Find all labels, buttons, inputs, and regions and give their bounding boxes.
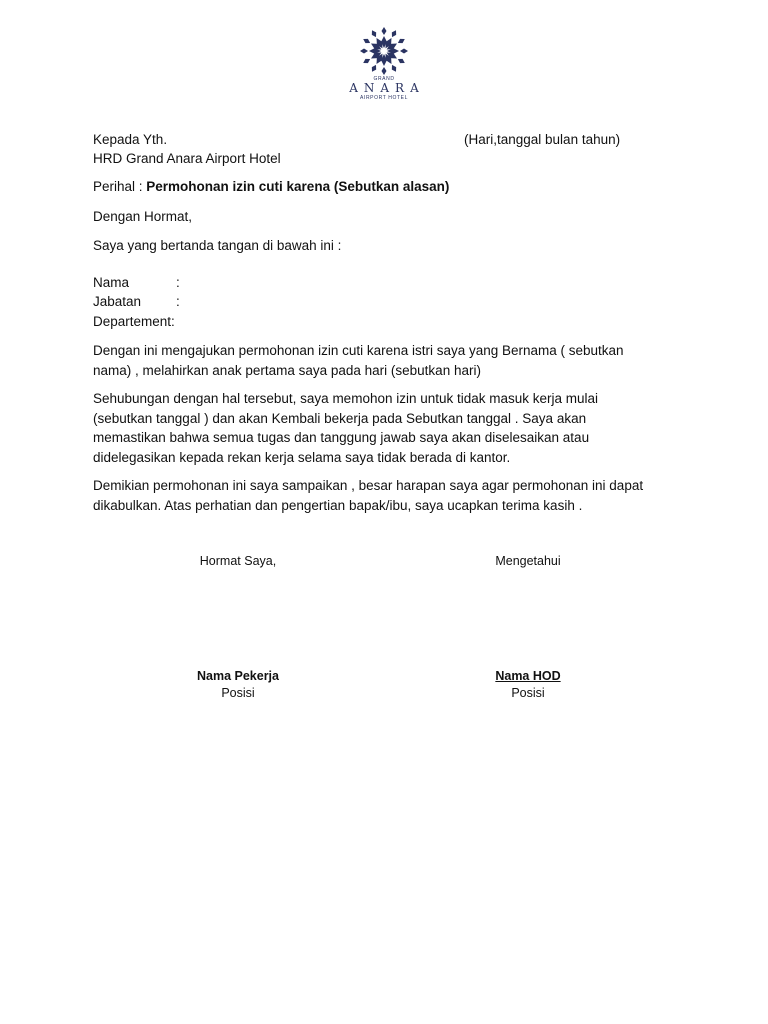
- paragraph-line: didelegasikan kepada rekan kerja selama saya tidak berada di kantor.: [93, 449, 511, 465]
- right-signer-position: Posisi: [511, 686, 545, 700]
- paragraph-line: nama) , melahirkan anak pertama saya pada hari (sebutkan hari): [93, 362, 481, 378]
- logo-name-text: ANARA: [349, 81, 425, 95]
- subject-label: Perihal :: [93, 179, 147, 194]
- to-label: Kepada Yth.: [93, 132, 168, 147]
- hotel-logo: [330, 26, 438, 102]
- left-closing: Hormat Saya,: [199, 554, 277, 568]
- left-signer-name: Nama Pekerja: [196, 669, 279, 683]
- recipient: HRD Grand Anara Airport Hotel: [93, 151, 281, 166]
- field-name-label: Nama: [93, 275, 130, 290]
- logo-subtitle-text: AIRPORT HOTEL: [360, 95, 408, 101]
- star-burst-logo-icon: [359, 26, 409, 76]
- paragraph-details: [93, 389, 683, 467]
- paragraph-line: Demikian permohonan ini saya sampaikan , besar harapan saya agar permohonan ini dapat: [93, 478, 644, 493]
- intro: Saya yang bertanda tangan di bawah ini :: [93, 238, 342, 253]
- paragraph-line: Dengan ini mengajukan permohonan izin cuti karena istri saya yang Bernama ( sebutkan: [93, 343, 624, 358]
- subject-line: [93, 177, 449, 196]
- right-signer-name: Nama HOD: [495, 669, 561, 683]
- paragraph-line: Sehubungan dengan hal tersebut, saya memohon izin untuk tidak masuk kerja mulai: [93, 391, 599, 406]
- date-placeholder: (Hari,tanggal bulan tahun): [464, 132, 621, 147]
- left-signer-position: Posisi: [221, 686, 255, 700]
- paragraph-line: dikabulkan. Atas perhatian dan pengertian bapak/ibu, saya ucapkan terima kasih .: [93, 497, 583, 513]
- greeting: Dengan Hormat,: [93, 209, 193, 224]
- paragraph-line: (sebutkan tanggal ) dan akan Kembali bekerja pada Sebutkan tanggal . Saya akan: [93, 410, 587, 426]
- field-name-colon: :: [176, 275, 180, 290]
- logo-grand-text: GRAND: [373, 76, 395, 82]
- field-department-label: Departement:: [93, 314, 175, 329]
- right-closing: Mengetahui: [495, 554, 561, 568]
- field-position-label: Jabatan: [93, 294, 142, 309]
- field-position-colon: :: [176, 294, 180, 309]
- paragraph-leave-request: [93, 341, 683, 380]
- subject-text: Permohonan izin cuti karena (Sebutkan alasan): [146, 179, 450, 194]
- paragraph-closing: [93, 476, 683, 515]
- paragraph-line: memastikan bahwa semua tugas dan tanggung jawab saya akan diselesaikan atau: [93, 430, 590, 445]
